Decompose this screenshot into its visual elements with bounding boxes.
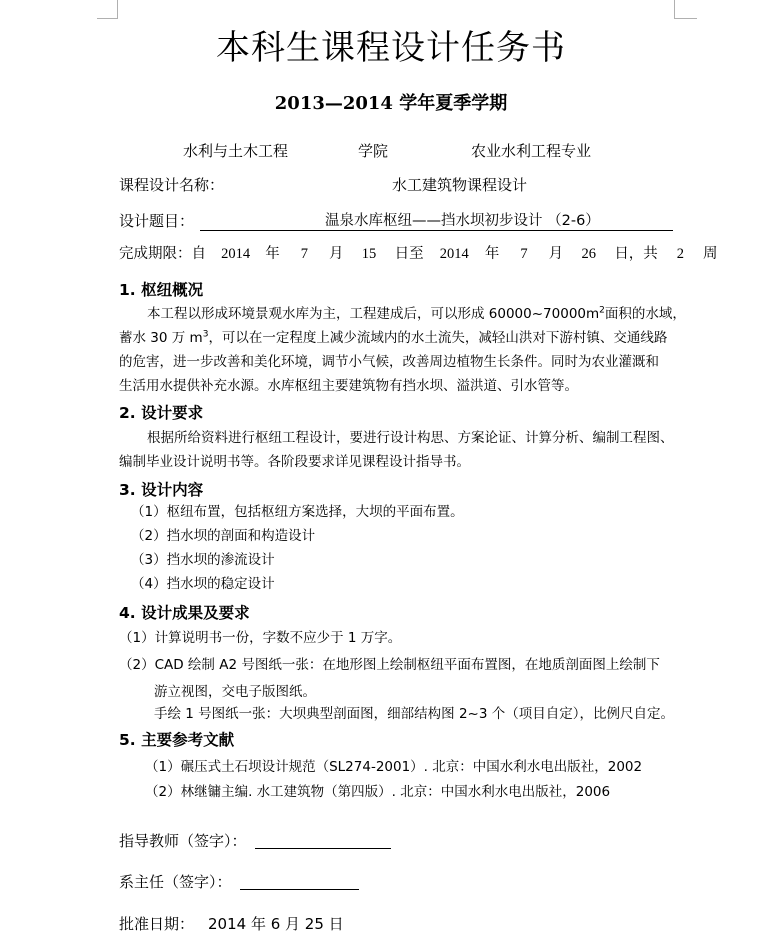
period-label: 完成期限：自: [119, 246, 206, 262]
approve-date: 2014 年 6 月 25 日: [208, 915, 344, 933]
head-signature-line: [240, 889, 359, 890]
overview-line-2: 蓄水 30 万 $m^3$，可以在一定程度上减少流域内的水土流失，减轻山洪对下游村镇、交通线路: [119, 329, 668, 346]
college-name: 水利与土木工程: [183, 142, 289, 160]
content-item-3: （3）挡水坝的渗流设计: [131, 552, 275, 568]
to-label: 日至: [394, 246, 424, 262]
start-year: 2014: [221, 246, 251, 262]
requirements-line-1: 根据所给资料进行枢纽工程设计，要进行设计构思、方案论证、计算分析、编制工程图、: [147, 430, 674, 446]
start-month: 7: [300, 246, 308, 262]
topic-underline: [200, 230, 673, 231]
overview-line-1: 本工程以形成环境景观水库为主，工程建成后，可以形成 $60000\sim 70000m^2$面积的水域，: [147, 305, 686, 322]
crop-mark-left: [97, 0, 118, 19]
start-year-label: 年: [265, 246, 280, 262]
overview-line-4: 生活用水提供补充水源。水库枢纽主要建筑物有挡水坝、溢洪道、引水管等。: [119, 378, 578, 394]
section-heading-requirements: 2. 设计要求: [119, 404, 204, 422]
content-item-1: （1）枢纽布置，包括枢纽方案选择，大坝的平面布置。: [131, 504, 464, 520]
section-heading-overview: 1. 枢纽概况: [119, 281, 204, 299]
approve-date-label: 批准日期：: [119, 915, 195, 933]
end-month-label: 月: [548, 246, 564, 262]
deliverable-item-3: 手绘 1 号图纸一张：大坝典型剖面图，细部结构图 2~3 个（项目自定），比例尺自定。: [154, 706, 674, 722]
deliverable-item-1: （1）计算说明书一份，字数不应少于 1 万字。: [119, 630, 402, 646]
topic-label: 设计题目：: [119, 212, 195, 230]
section-heading-content: 3. 设计内容: [119, 481, 204, 499]
course-label: 课程设计名称：: [119, 176, 225, 194]
head-signature-label: 系主任（签字）：: [119, 873, 232, 891]
advisor-signature-line: [255, 848, 391, 849]
section-heading-deliverables: 4. 设计成果及要求: [119, 604, 250, 622]
end-day: 26: [581, 246, 596, 262]
start-day: 15: [361, 246, 377, 262]
semester-line: 2013—2014 学年夏季学期: [274, 93, 508, 114]
document-title: 本科生课程设计任务书: [216, 28, 566, 68]
topic-text: 温泉水库枢纽——挡水坝初步设计 （2-6）: [325, 213, 600, 229]
end-year-label: 年: [484, 246, 500, 262]
requirements-line-2: 编制毕业设计说明书等。各阶段要求详见课程设计指导书。: [119, 454, 470, 470]
crop-mark-right: [674, 0, 697, 19]
deliverable-item-2: （2）CAD 绘制 A2 号图纸一张：在地形图上绘制枢纽平面布置图，在地质剖面图上绘制下: [119, 657, 660, 673]
total-label: 日，共: [614, 246, 658, 262]
section-heading-references: 5. 主要参考文献: [119, 731, 235, 749]
content-item-2: （2）挡水坝的剖面和构造设计: [131, 528, 316, 544]
major-name: 农业水利工程专业: [471, 142, 592, 160]
overview-line-3: 的危害，进一步改善和美化环境，调节小气候，改善周边植物生长条件。同时为农业灌溉和: [119, 354, 659, 370]
end-month: 7: [520, 246, 528, 262]
college-suffix: 学院: [358, 142, 389, 160]
week-label: 周: [703, 246, 718, 262]
reference-item-1: （1）碾压式土石坝设计规范（SL274-2001）. 北京：中国水利水电出版社，2002: [145, 759, 643, 775]
deliverable-item-2-cont: 游立视图，交电子版图纸。: [154, 684, 316, 700]
advisor-signature-label: 指导教师（签字）：: [119, 832, 247, 850]
period-row: [119, 243, 718, 265]
content-item-4: （4）挡水坝的稳定设计: [131, 576, 275, 592]
start-month-label: 月: [328, 246, 344, 262]
total-weeks: 2: [676, 246, 685, 262]
reference-item-2: （2）林继镛主编. 水工建筑物（第四版）. 北京：中国水利水电出版社，2006: [145, 784, 611, 800]
end-year: 2014: [439, 246, 469, 262]
course-name: 水工建筑物课程设计: [392, 176, 528, 194]
